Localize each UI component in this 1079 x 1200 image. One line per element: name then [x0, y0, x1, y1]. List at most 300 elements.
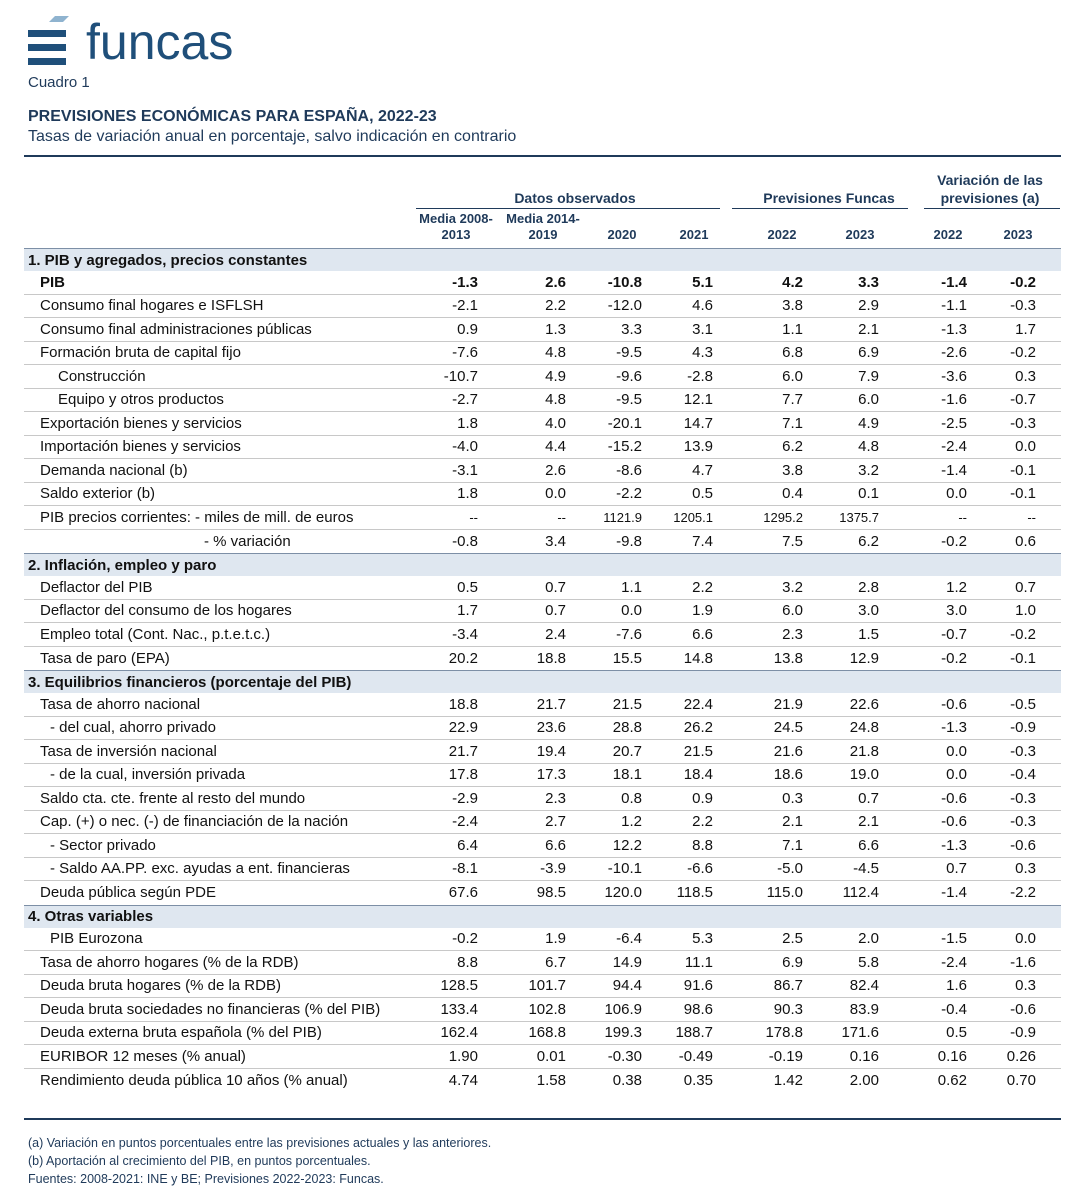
row-value: 0.70 — [1006, 1071, 1036, 1089]
row-label: Rendimiento deuda pública 10 años (% anual) — [40, 1071, 348, 1089]
row-value: 6.8 — [782, 344, 803, 362]
row-value: 2.00 — [849, 1071, 879, 1089]
row-value: 67.6 — [448, 884, 478, 902]
row-value: -0.2 — [941, 532, 967, 550]
column-header — [918, 211, 978, 243]
table-row — [24, 1069, 1061, 1093]
row-value: 0.26 — [1006, 1047, 1036, 1065]
row-value: -0.3 — [1010, 789, 1036, 807]
row-value: 3.3 — [621, 320, 642, 338]
row-value: 2.3 — [545, 789, 566, 807]
row-label: Demanda nacional (b) — [40, 461, 188, 479]
table-row — [24, 647, 1061, 671]
row-value: 101.7 — [528, 977, 566, 995]
row-value: 3.2 — [782, 578, 803, 596]
row-value: -3.6 — [941, 367, 967, 385]
table-row — [24, 318, 1061, 342]
row-value: -9.5 — [616, 391, 642, 409]
row-value: 6.7 — [545, 953, 566, 971]
row-value: 24.5 — [773, 719, 803, 737]
column-header — [418, 211, 494, 243]
row-value: 4.4 — [545, 438, 566, 456]
row-value: 2.1 — [858, 320, 879, 338]
table-row — [24, 928, 1061, 952]
table-row — [24, 271, 1061, 295]
row-value: 2.1 — [858, 813, 879, 831]
row-value: 0.7 — [545, 578, 566, 596]
row-value: 1.58 — [536, 1071, 566, 1089]
row-value: 162.4 — [440, 1024, 478, 1042]
row-label: Saldo exterior (b) — [40, 485, 156, 503]
row-value: -1.4 — [941, 884, 967, 902]
table-row — [24, 600, 1061, 624]
row-label: Formación bruta de capital fijo — [40, 344, 241, 362]
table-row — [24, 342, 1061, 366]
column-header — [752, 211, 812, 243]
row-value: -0.4 — [1010, 766, 1036, 784]
header-group-change-line1: Variación de las — [937, 172, 1043, 188]
row-value: -0.9 — [1010, 719, 1036, 737]
column-header-line2: 2013 — [441, 227, 471, 242]
row-value: -9.8 — [616, 532, 642, 550]
row-label: PIB Eurozona — [50, 930, 143, 948]
row-value: -0.5 — [1010, 695, 1036, 713]
row-value: -1.5 — [941, 930, 967, 948]
row-value: 0.3 — [1015, 977, 1036, 995]
row-value: 1.1 — [621, 578, 642, 596]
row-value: 21.5 — [612, 695, 642, 713]
row-value: -2.4 — [941, 438, 967, 456]
row-value: 21.6 — [773, 742, 803, 760]
row-value: 3.8 — [782, 297, 803, 315]
row-value: -1.3 — [941, 836, 967, 854]
row-value: -4.5 — [853, 860, 879, 878]
row-value: 0.01 — [536, 1047, 566, 1065]
row-value: -10.8 — [607, 273, 642, 291]
row-label: Deuda bruta sociedades no financieras (% del PIB) — [40, 1000, 381, 1018]
row-value: -0.1 — [1010, 649, 1036, 667]
row-value: 3.2 — [858, 461, 879, 479]
row-label: Construcción — [58, 367, 146, 385]
row-label: Cap. (+) o nec. (-) de financiación de la nación — [40, 813, 349, 831]
row-value: 24.8 — [849, 719, 879, 737]
row-value: -1.3 — [941, 320, 967, 338]
row-value: 2.5 — [782, 930, 803, 948]
row-value: 1295.2 — [763, 509, 803, 525]
row-value: 1.7 — [1015, 320, 1036, 338]
column-header-line2: 2022 — [767, 227, 797, 242]
footnote-b: (b) Aportación al crecimiento del PIB, en puntos porcentuales. — [28, 1154, 371, 1168]
row-value: 6.6 — [692, 625, 713, 643]
row-value: 0.5 — [946, 1024, 967, 1042]
row-value: -7.6 — [452, 344, 478, 362]
table-row — [24, 1045, 1061, 1069]
column-header-line1: Media 2014- — [506, 211, 580, 226]
row-value: 26.2 — [683, 719, 713, 737]
row-value: 0.38 — [612, 1071, 642, 1089]
row-value: 2.7 — [545, 813, 566, 831]
row-value: 1.8 — [457, 414, 478, 432]
row-label: - % variación — [204, 532, 291, 550]
row-value: 0.5 — [692, 485, 713, 503]
row-value: -0.7 — [1010, 391, 1036, 409]
row-label: Exportación bienes y servicios — [40, 414, 242, 432]
row-value: 18.6 — [773, 766, 803, 784]
row-value: 5.1 — [692, 273, 713, 291]
row-value: 120.0 — [604, 884, 642, 902]
row-value: 0.9 — [692, 789, 713, 807]
column-header — [592, 211, 652, 243]
row-value: -- — [958, 509, 967, 525]
table-row — [24, 365, 1061, 389]
row-label: Deflactor del PIB — [40, 578, 153, 596]
row-value: 4.3 — [692, 344, 713, 362]
row-value: 8.8 — [692, 836, 713, 854]
section-header: 3. Equilibrios financieros (porcentaje del PIB) — [24, 670, 1061, 693]
row-value: 5.3 — [692, 930, 713, 948]
column-header-line1 — [830, 211, 890, 227]
row-value: 0.4 — [782, 485, 803, 503]
row-value: 1.8 — [457, 485, 478, 503]
row-value: 0.35 — [683, 1071, 713, 1089]
row-value: 4.7 — [692, 461, 713, 479]
table-row — [24, 483, 1061, 507]
row-value: 188.7 — [675, 1024, 713, 1042]
row-value: 2.9 — [858, 297, 879, 315]
row-value: 128.5 — [440, 977, 478, 995]
row-value: -2.1 — [452, 297, 478, 315]
row-value: -3.4 — [452, 625, 478, 643]
row-value: -0.19 — [768, 1047, 803, 1065]
row-value: -0.2 — [941, 649, 967, 667]
row-value: 13.9 — [683, 438, 713, 456]
row-value: 4.0 — [545, 414, 566, 432]
row-value: 21.7 — [448, 742, 478, 760]
column-header-line1 — [918, 211, 978, 227]
row-value: -0.2 — [1010, 273, 1036, 291]
table-row — [24, 1022, 1061, 1046]
row-value: 6.2 — [858, 532, 879, 550]
row-value: 1.2 — [621, 813, 642, 831]
row-value: 4.9 — [545, 367, 566, 385]
row-value: -20.1 — [607, 414, 642, 432]
row-value: 199.3 — [604, 1024, 642, 1042]
bottom-rule — [24, 1118, 1061, 1120]
row-value: 133.4 — [440, 1000, 478, 1018]
row-value: 19.0 — [849, 766, 879, 784]
row-value: -2.9 — [452, 789, 478, 807]
row-value: 1.6 — [946, 977, 967, 995]
row-value: -2.4 — [452, 813, 478, 831]
row-label: PIB precios corrientes: - miles de mill. de euros — [40, 508, 354, 526]
row-value: 22.9 — [448, 719, 478, 737]
row-value: 83.9 — [849, 1000, 879, 1018]
row-value: 112.4 — [842, 884, 879, 902]
row-value: 1.5 — [858, 625, 879, 643]
table-row — [24, 623, 1061, 647]
row-value: -6.6 — [687, 860, 713, 878]
row-value: 106.9 — [604, 1000, 642, 1018]
row-value: 1205.1 — [673, 509, 713, 525]
row-label: - Sector privado — [50, 836, 156, 854]
row-value: -0.2 — [452, 930, 478, 948]
top-rule — [24, 155, 1061, 157]
row-value: -1.6 — [941, 391, 967, 409]
column-header — [664, 211, 724, 243]
row-value: 4.8 — [858, 438, 879, 456]
column-header — [988, 211, 1048, 243]
row-value: 7.4 — [692, 532, 713, 550]
row-label: Deuda bruta hogares (% de la RDB) — [40, 977, 281, 995]
table-row — [24, 295, 1061, 319]
row-value: 18.1 — [612, 766, 642, 784]
row-value: 4.74 — [448, 1071, 478, 1089]
row-value: 14.8 — [683, 649, 713, 667]
row-value: 0.8 — [621, 789, 642, 807]
row-value: 171.6 — [841, 1024, 879, 1042]
row-value: 94.4 — [612, 977, 642, 995]
row-value: 6.0 — [782, 602, 803, 620]
row-value: 0.0 — [621, 602, 642, 620]
table-row — [24, 693, 1061, 717]
row-value: -2.8 — [687, 367, 713, 385]
header-group-change-rule — [924, 208, 1060, 209]
row-label: Consumo final hogares e ISFLSH — [40, 297, 264, 315]
table-row — [24, 459, 1061, 483]
row-value: 1375.7 — [839, 509, 879, 525]
row-value: -1.4 — [941, 273, 967, 291]
row-value: 1121.9 — [603, 509, 642, 525]
row-value: -1.4 — [941, 461, 967, 479]
row-value: 7.7 — [782, 391, 803, 409]
table-row — [24, 975, 1061, 999]
row-value: -- — [469, 509, 478, 525]
row-value: -0.3 — [1010, 414, 1036, 432]
row-value: 2.2 — [692, 578, 713, 596]
row-value: 2.6 — [545, 461, 566, 479]
row-value: 0.7 — [1015, 578, 1036, 596]
row-value: -12.0 — [607, 297, 642, 315]
column-header — [500, 211, 586, 243]
header-group-observed-rule — [416, 208, 720, 209]
row-value: 0.0 — [946, 485, 967, 503]
table-row — [24, 740, 1061, 764]
row-value: 6.6 — [858, 836, 879, 854]
row-label: Deuda externa bruta española (% del PIB) — [40, 1024, 322, 1042]
table-row — [24, 717, 1061, 741]
row-value: 0.16 — [849, 1047, 879, 1065]
table-row — [24, 881, 1061, 905]
row-value: 168.8 — [528, 1024, 566, 1042]
row-value: -0.6 — [1010, 1000, 1036, 1018]
row-label: Equipo y otros productos — [58, 391, 224, 409]
row-value: 0.7 — [545, 602, 566, 620]
row-value: 2.8 — [858, 578, 879, 596]
row-value: -2.2 — [616, 485, 642, 503]
row-value: 4.9 — [858, 414, 879, 432]
row-value: -0.6 — [1010, 836, 1036, 854]
table-row — [24, 436, 1061, 460]
header-group-forecast-rule — [732, 208, 908, 209]
section-header: 2. Inflación, empleo y paro — [24, 553, 1061, 576]
row-value: 0.3 — [782, 789, 803, 807]
row-value: -0.3 — [1010, 742, 1036, 760]
row-value: 2.0 — [858, 930, 879, 948]
row-value: 2.2 — [545, 297, 566, 315]
row-value: 0.7 — [946, 860, 967, 878]
row-value: 11.1 — [684, 953, 713, 971]
row-value: 0.16 — [937, 1047, 967, 1065]
row-value: 6.4 — [457, 836, 478, 854]
row-value: 3.0 — [858, 602, 879, 620]
row-value: 1.90 — [448, 1047, 478, 1065]
row-value: 98.5 — [536, 884, 566, 902]
row-value: -0.30 — [607, 1047, 642, 1065]
row-label: Saldo cta. cte. frente al resto del mundo — [40, 789, 306, 807]
row-value: 21.5 — [683, 742, 713, 760]
funcas-logo — [26, 14, 233, 70]
row-label: Empleo total (Cont. Nac., p.t.e.t.c.) — [40, 625, 271, 643]
row-value: -6.4 — [616, 930, 642, 948]
row-value: 19.4 — [536, 742, 566, 760]
footnote-sources: Fuentes: 2008-2021: INE y BE; Previsiones 2022-2023: Funcas. — [28, 1172, 384, 1186]
row-value: -7.6 — [616, 625, 642, 643]
row-value: 0.7 — [858, 789, 879, 807]
section-header: 4. Otras variables — [24, 905, 1061, 928]
footnote-a: (a) Variación en puntos porcentuales entre las previsiones actuales y las anteriores. — [28, 1136, 492, 1150]
column-header-line1: Media 2008- — [419, 211, 493, 226]
column-header-line2: 2019 — [528, 227, 558, 242]
row-value: 13.8 — [773, 649, 803, 667]
row-value: -0.6 — [941, 813, 967, 831]
row-value: 22.6 — [849, 695, 879, 713]
row-value: -8.1 — [452, 860, 478, 878]
row-value: 6.6 — [545, 836, 566, 854]
row-value: -2.6 — [941, 344, 967, 362]
row-value: -2.4 — [941, 953, 967, 971]
row-value: -3.9 — [540, 860, 566, 878]
row-value: -2.7 — [452, 391, 478, 409]
row-value: 8.8 — [457, 953, 478, 971]
row-value: -1.6 — [1010, 953, 1036, 971]
row-value: 7.5 — [782, 532, 803, 550]
row-value: 0.3 — [1015, 860, 1036, 878]
row-value: 0.6 — [1015, 532, 1036, 550]
row-value: -0.2 — [1010, 625, 1036, 643]
row-value: -9.5 — [616, 344, 642, 362]
row-value: 4.2 — [782, 273, 803, 291]
row-value: 82.4 — [849, 977, 879, 995]
row-value: 6.2 — [782, 438, 803, 456]
row-value: 0.9 — [457, 320, 478, 338]
row-value: -10.7 — [443, 367, 478, 385]
row-value: -4.0 — [452, 438, 478, 456]
row-value: 18.4 — [683, 766, 713, 784]
row-value: 2.2 — [692, 813, 713, 831]
row-label: PIB — [40, 273, 66, 291]
row-value: 102.8 — [528, 1000, 566, 1018]
row-value: 98.6 — [683, 1000, 713, 1018]
column-header-line2: 2023 — [845, 227, 875, 242]
row-value: 1.1 — [782, 320, 803, 338]
row-value: 21.7 — [536, 695, 566, 713]
row-value: 1.3 — [545, 320, 566, 338]
row-label: Consumo final administraciones públicas — [40, 320, 312, 338]
column-header-line2: 2020 — [607, 227, 637, 242]
row-value: -2.2 — [1010, 884, 1036, 902]
forecast-table — [24, 248, 1061, 1092]
row-value: 0.0 — [1015, 930, 1036, 948]
row-value: 21.8 — [849, 742, 879, 760]
row-value: 3.0 — [946, 602, 967, 620]
row-value: -0.3 — [1010, 297, 1036, 315]
row-value: 2.6 — [545, 273, 566, 291]
row-value: -0.7 — [941, 625, 967, 643]
table-row — [24, 576, 1061, 600]
table-row — [24, 412, 1061, 436]
row-label: Tasa de paro (EPA) — [40, 649, 170, 667]
row-value: 0.62 — [937, 1071, 967, 1089]
row-value: 1.2 — [946, 578, 967, 596]
row-value: -1.1 — [941, 297, 967, 315]
table-number: Cuadro 1 — [28, 74, 90, 91]
header-group-forecast: Previsiones Funcas — [763, 190, 895, 206]
table-row — [24, 764, 1061, 788]
row-value: 7.9 — [858, 367, 879, 385]
row-value: 14.9 — [612, 953, 642, 971]
table-row — [24, 951, 1061, 975]
row-value: 28.8 — [612, 719, 642, 737]
column-header-line1 — [988, 211, 1048, 227]
row-label: - de la cual, inversión privada — [50, 766, 246, 784]
row-label: Tasa de ahorro hogares (% de la RDB) — [40, 953, 299, 971]
brand-name: funcas — [86, 14, 234, 70]
table-row — [24, 389, 1061, 413]
header-group-observed: Datos observados — [514, 190, 636, 206]
row-value: 1.0 — [1015, 602, 1036, 620]
page-subtitle: Tasas de variación anual en porcentaje, salvo indicación en contrario — [28, 128, 517, 145]
row-value: 90.3 — [773, 1000, 803, 1018]
row-value: 4.8 — [545, 344, 566, 362]
row-value: -- — [557, 509, 566, 525]
row-value: -0.6 — [941, 695, 967, 713]
row-value: 0.0 — [545, 485, 566, 503]
row-value: 1.42 — [773, 1071, 803, 1089]
row-value: 0.0 — [946, 766, 967, 784]
row-value: -0.8 — [452, 532, 478, 550]
row-label: Tasa de ahorro nacional — [40, 695, 201, 713]
row-value: -- — [1027, 509, 1036, 525]
row-value: 20.7 — [612, 742, 642, 760]
row-value: -0.49 — [678, 1047, 713, 1065]
row-value: 6.0 — [858, 391, 879, 409]
row-label: Deuda pública según PDE — [40, 884, 216, 902]
table-row — [24, 834, 1061, 858]
row-value: 6.9 — [782, 953, 803, 971]
row-value: 17.8 — [448, 766, 478, 784]
row-value: -0.3 — [1010, 813, 1036, 831]
row-value: 2.1 — [782, 813, 803, 831]
row-value: 1.9 — [692, 602, 713, 620]
row-value: -0.1 — [1010, 485, 1036, 503]
row-value: 0.5 — [457, 578, 478, 596]
row-value: 22.4 — [683, 695, 713, 713]
table-row — [24, 530, 1061, 554]
row-value: 23.6 — [536, 719, 566, 737]
row-value: 15.5 — [612, 649, 642, 667]
row-value: 18.8 — [448, 695, 478, 713]
row-value: 0.0 — [946, 742, 967, 760]
